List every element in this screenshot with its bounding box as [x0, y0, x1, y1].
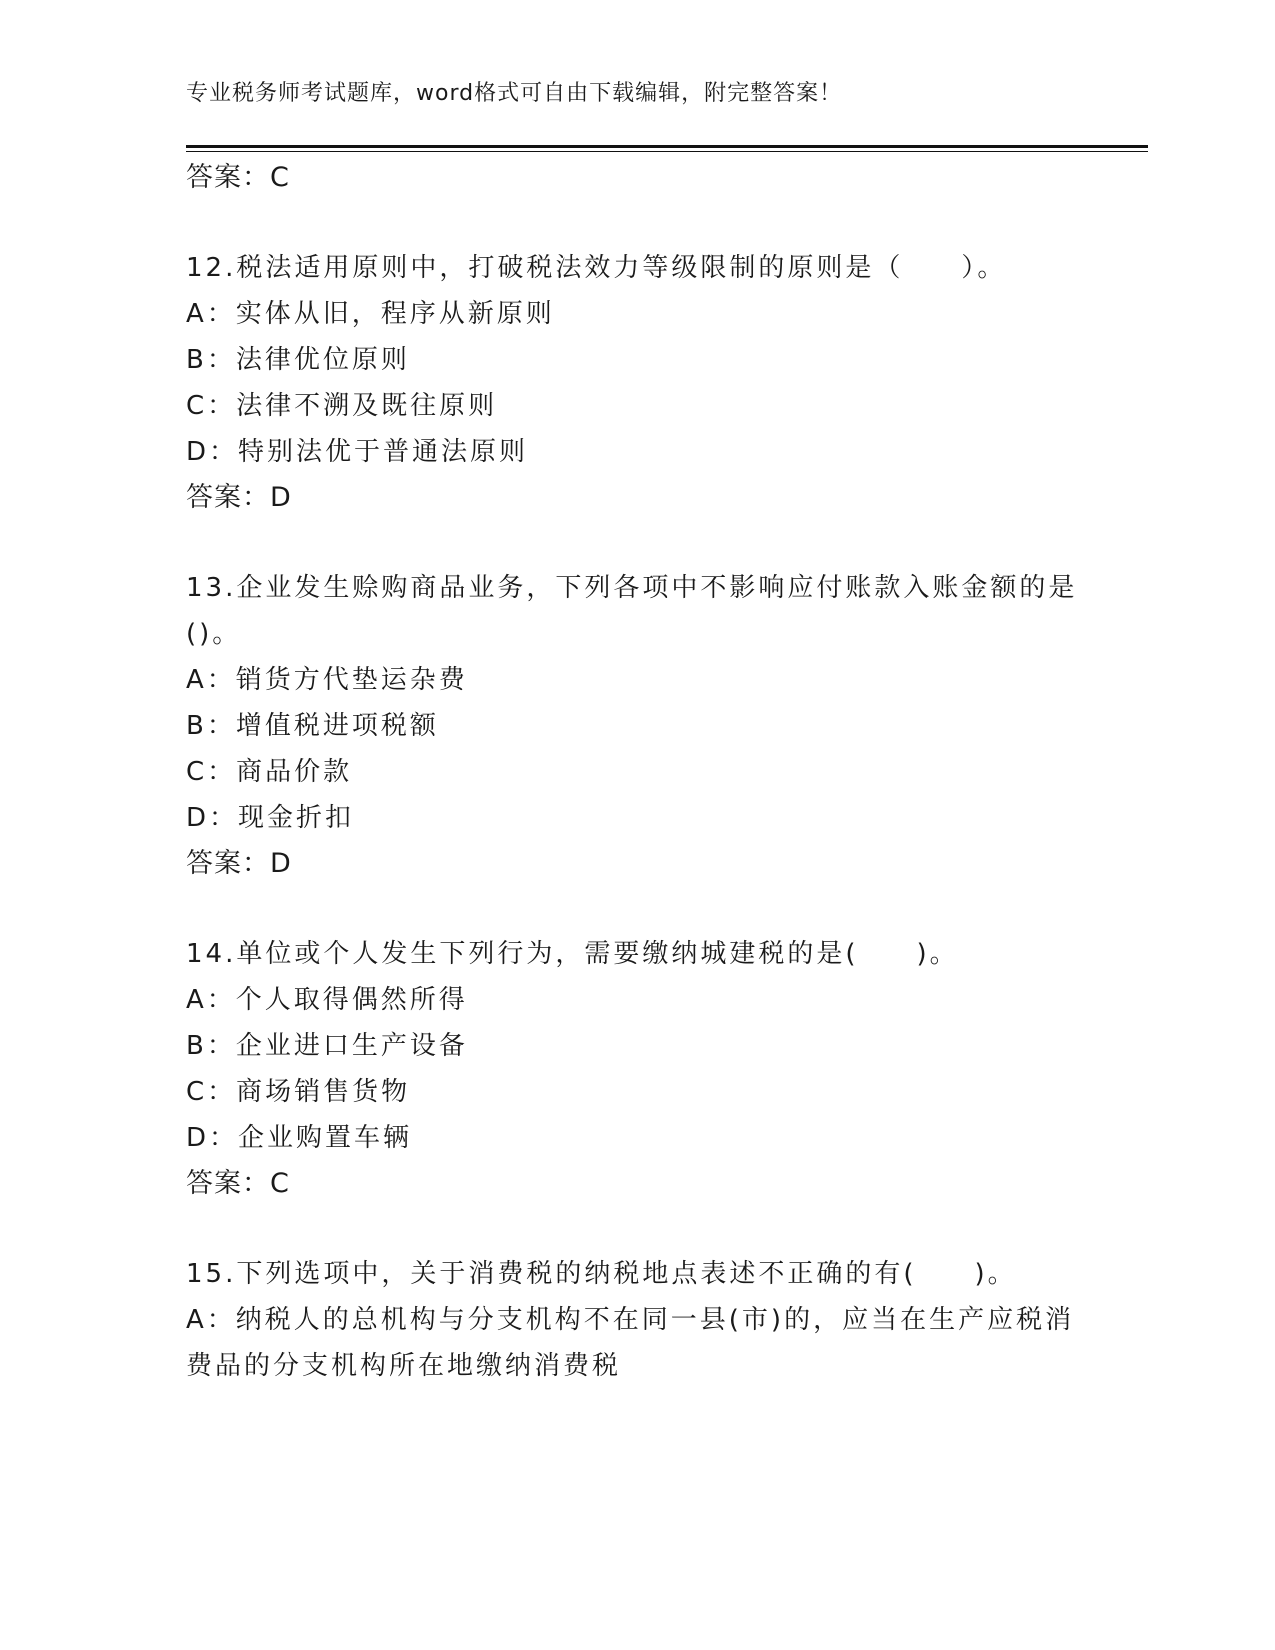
option-c: C：商品价款 [186, 757, 353, 787]
option-b: B：增值税进项税额 [186, 711, 439, 741]
question-stem: 12.税法适用原则中，打破税法效力等级限制的原则是（ ）。 [186, 253, 1007, 283]
option-a: A：纳税人的总机构与分支机构不在同一县(市)的，应当在生产应税消 [186, 1305, 1075, 1335]
question-list [186, 155, 1086, 1389]
header-rule-thin [186, 151, 1148, 152]
spacer [186, 201, 1086, 245]
question-item [186, 245, 1086, 521]
spacer [186, 521, 1086, 565]
option-d: D：特别法优于普通法原则 [186, 437, 529, 467]
answer-line: 答案：C [186, 162, 290, 193]
option-a: A：销货方代垫运杂费 [186, 665, 468, 695]
page-header: 专业税务师考试题库，word格式可自由下载编辑，附完整答案！ [186, 81, 843, 106]
option-d: D：现金折扣 [186, 803, 355, 833]
option-a-continued: 费品的分支机构所在地缴纳消费税 [186, 1351, 622, 1381]
header-rule [186, 145, 1148, 148]
answer-line: 答案：D [186, 482, 292, 513]
option-b: B：企业进口生产设备 [186, 1031, 468, 1061]
option-a: A：实体从旧，程序从新原则 [186, 299, 555, 329]
option-c: C：法律不溯及既往原则 [186, 391, 498, 421]
option-d: D：企业购置车辆 [186, 1123, 413, 1153]
answer-line: 答案：C [186, 1168, 290, 1199]
question-item [186, 565, 1086, 887]
question-item [186, 931, 1086, 1207]
question-stem: 13.企业发生赊购商品业务，下列各项中不影响应付账款入账金额的是 [186, 573, 1078, 603]
question-stem-continued: ()。 [186, 619, 242, 649]
option-c: C：商场销售货物 [186, 1077, 411, 1107]
option-a: A：个人取得偶然所得 [186, 985, 468, 1015]
spacer [186, 1207, 1086, 1251]
question-item [186, 1251, 1086, 1389]
question-stem: 15.下列选项中，关于消费税的纳税地点表述不正确的有( )。 [186, 1259, 1017, 1289]
option-b: B：法律优位原则 [186, 345, 410, 375]
question-stem: 14.单位或个人发生下列行为，需要缴纳城建税的是( )。 [186, 939, 959, 969]
answer-line: 答案：D [186, 848, 292, 879]
spacer [186, 887, 1086, 931]
